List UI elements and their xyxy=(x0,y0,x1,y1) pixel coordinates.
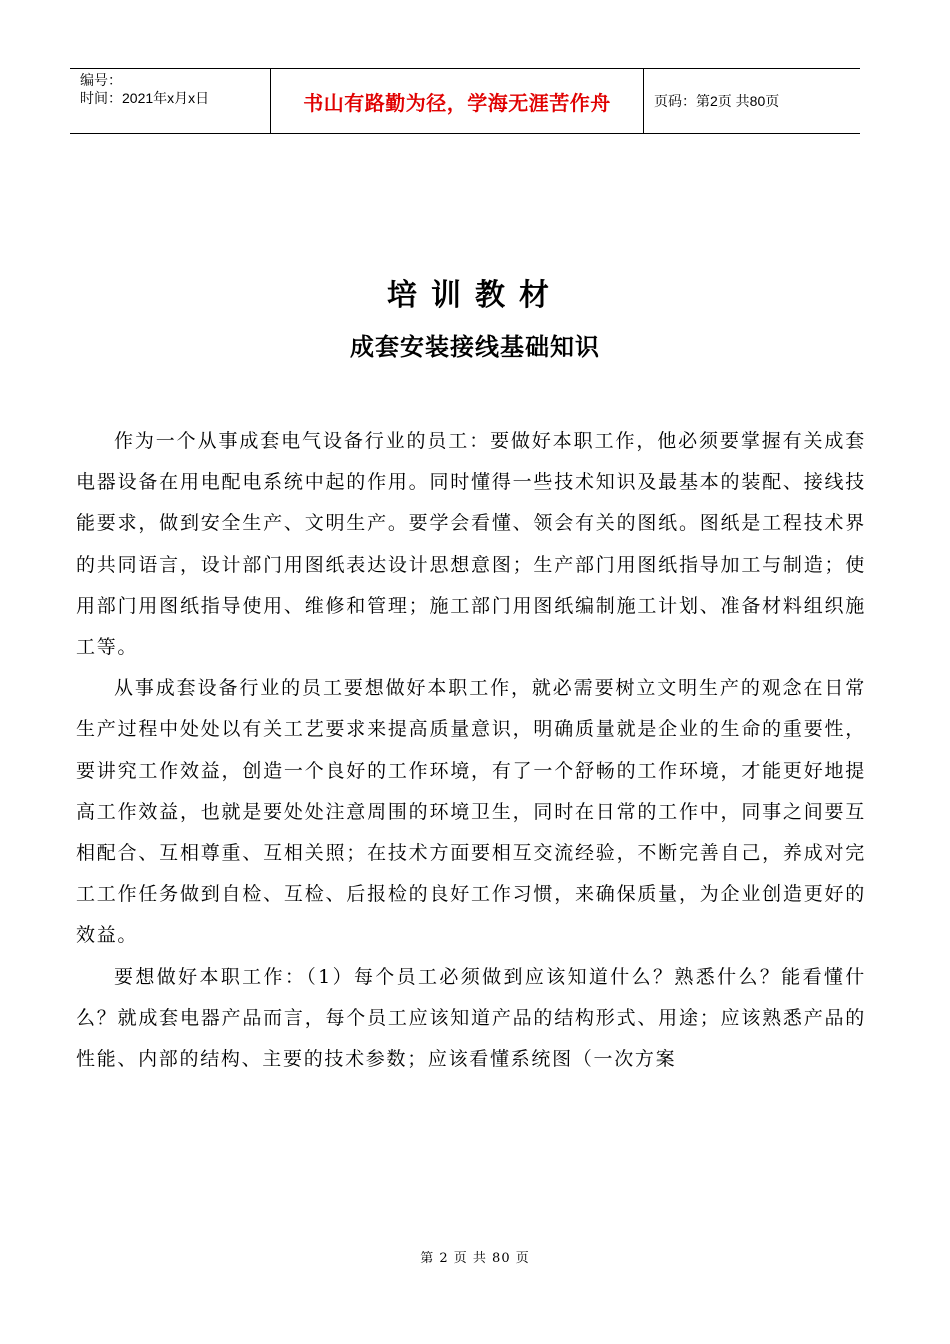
header-motto: 书山有路勤为径，学海无涯苦作舟 xyxy=(271,69,644,133)
document-subtitle: 成套安装接线基础知识 xyxy=(350,332,600,361)
header-page-info: 页码：第2页 共80页 xyxy=(654,93,780,109)
serial-label: 编号： xyxy=(80,72,122,88)
paragraph-3: 要想做好本职工作：（1）每个员工必须做到应该知道什么？熟悉什么？能看懂什么？就成套电器产品而言，每个员工应该知道产品的结构形式、用途；应该熟悉产品的性能、内部的结构、主要的技术参数；应该看懂系统图（一次方案 xyxy=(76,965,866,1071)
document-title: 培训教材 xyxy=(387,278,563,313)
header-meta xyxy=(70,69,271,133)
time-label: 时间：2021年x月x日 xyxy=(80,90,210,106)
page-footer: 第 2 页 共 80 页 xyxy=(420,1251,530,1266)
paragraph-1: 作为一个从事成套电气设备行业的员工：要做好本职工作，他必须要掌握有关成套电器设备在用电配电系统中起的作用。同时懂得一些技术知识及最基本的装配、接线技能要求，做到安全生产、文明生产。要学会看懂、领会有关的图纸。图纸是工程技术界的共同语言，设计部门用图纸表达设计思想意图；生产部门用图纸指导加工与制造；使用部门用图纸指导使用、维修和管理；施工部门用图纸编制施工计划、准备材料组织施工等。 xyxy=(76,430,866,659)
document-body xyxy=(76,421,866,1080)
paragraph-2: 从事成套设备行业的员工要想做好本职工作，就必需要树立文明生产的观念在日常生产过程中处处以有关工艺要求来提高质量意识，明确质量就是企业的生命的重要性，要讲究工作效益，创造一个良好的工作环境，有了一个舒畅的工作环境，才能更好地提高工作效益，也就是要处处注意周围的环境卫生，同时在日常的工作中，同事之间要互相配合、互相尊重、互相关照；在技术方面要相互交流经验，不断完善自己，养成对完工工作任务做到自检、互检、后报检的良好工作习惯，来确保质量，为企业创造更好的效益。 xyxy=(76,677,866,947)
page-header xyxy=(70,68,860,134)
